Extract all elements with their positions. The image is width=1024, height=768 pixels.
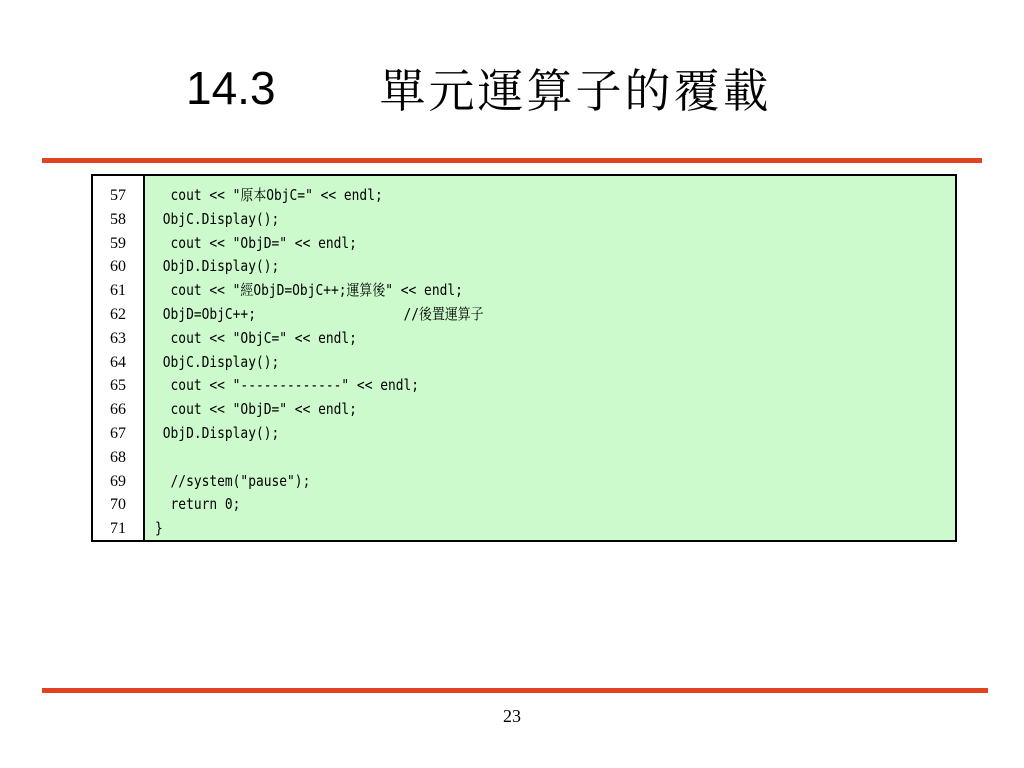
bottom-divider xyxy=(42,688,988,693)
code-line: } xyxy=(155,519,163,538)
code-line xyxy=(155,446,843,470)
code-line: ObjC.Display(); xyxy=(155,352,280,371)
line-number: 67 xyxy=(110,424,126,442)
line-number: 63 xyxy=(110,329,126,347)
code-line: cout << "-------------" << endl; xyxy=(155,376,420,395)
code-line: ObjC.Display(); xyxy=(155,209,280,228)
code-line: cout << "ObjC=" << endl; xyxy=(155,328,357,347)
page-number: 23 xyxy=(503,706,521,726)
line-number: 57 xyxy=(110,187,126,204)
code-listing xyxy=(91,174,957,542)
code-line: cout << "ObjD=" << endl; xyxy=(155,400,357,419)
code-line: cout << "經ObjD=ObjC++;運算後" << endl; xyxy=(155,281,463,300)
line-number: 62 xyxy=(110,305,126,323)
code-line: //system("pause"); xyxy=(155,471,311,490)
line-number: 60 xyxy=(110,258,126,276)
line-number: 66 xyxy=(110,401,126,419)
line-number-gutter xyxy=(93,176,145,540)
line-number: 59 xyxy=(110,234,126,252)
line-number: 64 xyxy=(110,353,126,371)
line-number: 61 xyxy=(110,282,126,300)
slide-title xyxy=(186,48,772,128)
title-text: 單元運算子的覆載 xyxy=(379,64,772,118)
line-number: 68 xyxy=(110,448,126,466)
line-number: 58 xyxy=(110,210,126,228)
line-number: 71 xyxy=(110,520,126,538)
code-line: cout << "原本ObjC=" << endl; xyxy=(155,186,383,204)
line-number: 70 xyxy=(110,496,126,514)
top-divider xyxy=(42,158,982,163)
code-line: return 0; xyxy=(155,495,241,514)
line-number: 69 xyxy=(110,472,126,490)
code-line: cout << "ObjD=" << endl; xyxy=(155,233,357,252)
code-line: ObjD=ObjC++; //後置運算子 xyxy=(155,304,484,323)
code-line: ObjD.Display(); xyxy=(155,423,280,442)
code-body xyxy=(145,176,955,540)
code-line: ObjD.Display(); xyxy=(155,257,280,276)
title-number: 14.3 xyxy=(186,62,276,114)
line-number: 65 xyxy=(110,377,126,395)
